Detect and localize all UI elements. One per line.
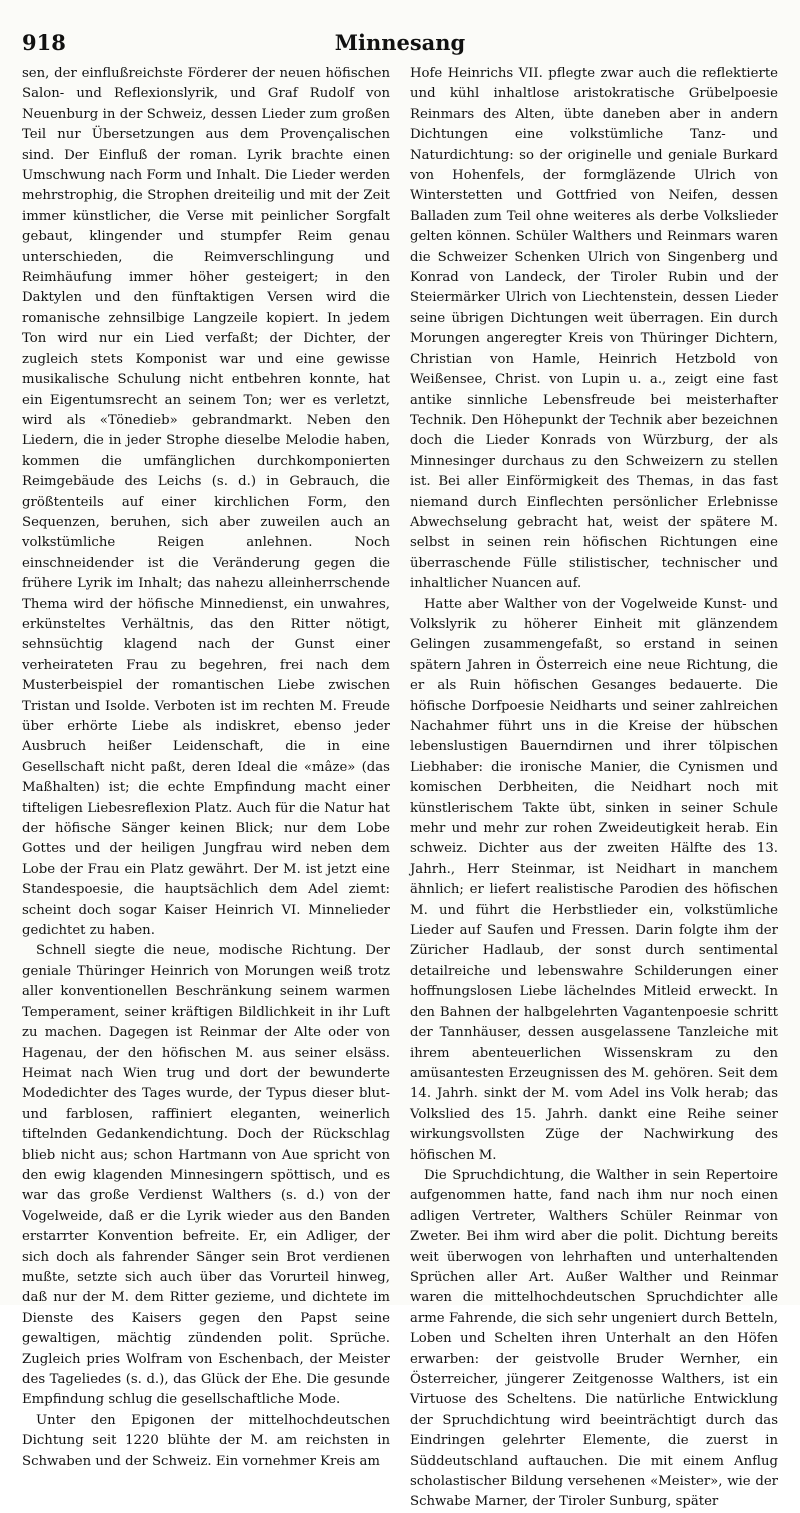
- right-column: [410, 64, 778, 1510]
- page-number: 918: [22, 30, 66, 55]
- paragraph: Schnell siegte die neue, modische Richtung. Der geniale Thüringer Heinrich von Morungen weiß trotz aller konventionellen Beschränkung seinem warmen Temperament, seiner kräftigen Bildlichkeit in ihr Luft zu machen. Dagegen ist Reinmar der Alte oder von Hagenau, der den höfischen M. aus seiner elsäss. Heimat nach Wien trug und dort der bewunderte Modedichter des Tages wurde, der Typus dieser blut- und farblosen, raffiniert eleganten, weinerlich tiftelnden Gedankendichtung. Doch der Rückschlag blieb nicht aus; schon Hartmann von Aue spricht von den ewig klagenden Minnesingern spöttisch, und es war das große Verdienst Walthers (s. d.) von der Vogelweide, daß er die Lyrik wieder aus den Banden erstarrter Konvention befreite. Er, ein Adliger, der sich doch als fahrender Sänger sein Brot verdienen mußte, setzte sich auch über das Vorurteil hinweg, daß nur der M. dem Ritter gezieme, und dichtete im Dienste des Kaisers gegen den Papst seine gewaltigen, mächtig zündenden polit. Sprüche. Zugleich pries Wolfram von Eschenbach, der Meister des Tageliedes (s. d.), das Glück der Ehe. Die gesunde Empfindung schlug die gesellschaftliche Mode.: [22, 943, 390, 1408]
- paragraph: Die Spruchdichtung, die Walther in sein Repertoire aufgenommen hatte, fand nach ihm nur noch einen adligen Vertreter, Walthers Schüler Reinmar von Zweter. Bei ihm wird aber die polit. Dichtung bereits weit überwogen von lehrhaften und unterhaltenden Sprüchen aller Art. Außer Walther und Reinmar waren die mittelhochdeutschen Spruchdichter alle arme Fahrende, die sich sehr ungeniert durch Betteln, Loben und Schelten ihren Unterhalt an den Höfen erwarben: der geistvolle Bruder Wernher, ein Österreicher, jüngerer Zeitgenosse Walthers, ist ein Virtuose des Scheltens. Die natürliche Entwicklung der Spruchdichtung wird beeinträchtigt durch das Eindringen gelehrter Elemente, die zuerst in Süddeutschland auftauchen. Die mit einem Anflug scholastischer Bildung versehenen «Meister», wie der Schwabe Marner, der Tiroler Sunburg, später: [410, 1167, 778, 1510]
- paragraph: Hatte aber Walther von der Vogelweide Kunst- und Volkslyrik zu höherer Einheit mit glänzendem Gelingen zusammengefaßt, so erstand in seinen spätern Jahren in Österreich eine neue Richtung, die er als Ruin höfischen Gesanges bedauerte. Die höfische Dorfpoesie Neidharts und seiner zahlreichen Nachahmer führt uns in die Kreise der hübschen lebenslustigen Bauerndirnen und ihrer tölpischen Liebhaber: die ironische Manier, die Cynismen und komischen Derbheiten, die Neidhart noch mit künstlerischem Takte übt, sinken in seiner Schule mehr und mehr zur rohen Zweideutigkeit herab. Ein schweiz. Dichter aus der zweiten Hälfte des 13. Jahrh., Herr Steinmar, ist Neidhart in manchem ähnlich; er liefert realistische Parodien des höfischen M. und führt die Herbstlieder ein, volkstümliche Lieder auf Saufen und Fressen. Darin folgte ihm der Züricher Hadlaub, der sonst durch sentimental detailreiche und lebenswahre Schilderungen einer hoffnungslosen Liebe lächelndes Mitleid erweckt. In den Bahnen der halbgelehrten Vagantenpoesie schritt der Tannhäuser, dessen ausgelassene Tanzleiche mit ihrem abenteuerlichen Wissenskram zu den amüsantesten Erzeugnissen des M. gehören. Seit dem 14. Jahrh. sinkt der M. vom Adel ins Volk herab; das Volkslied des 15. Jahrh. dankt eine Reihe seiner wirkungsvollsten Züge der Nachwirkung des höfischen M.: [410, 596, 778, 1163]
- paragraph: Unter den Epigonen der mittelhochdeutschen Dichtung seit 1220 blühte der M. am reichsten in Schwaben und der Schweiz. Ein vornehmer Kreis am: [22, 1412, 390, 1469]
- left-column: [22, 64, 390, 1469]
- paragraph: sen, der einflußreichste Förderer der neuen höfischen Salon- und Reflexionslyrik, und Graf Rudolf von Neuenburg in der Schweiz, dessen Lieder zum großen Teil nur Übersetzungen aus dem Provençalischen sind. Der Einfluß der roman. Lyrik brachte einen Umschwung nach Form und Inhalt. Die Lieder werden mehrstrophig, die Strophen dreiteilig und mit der Zeit immer künstlicher, die Verse mit peinlicher Sorgfalt gebaut, klingender und stumpfer Reim genau unterschieden, die Reimverschlingung und Reimhäufung immer höher gesteigert; in den Daktylen und den fünftaktigen Versen wird die romanische zehnsilbige Langzeile kopiert. In jedem Ton wird nur ein Lied verfaßt; der Dichter, der zugleich stets Komponist war und eine gewisse musikalische Schulung nicht entbehren konnte, hat ein Eigentumsrecht an seinem Ton; wer es verletzt, wird als «Tönedieb» gebrandmarkt. Neben den Liedern, die in jeder Strophe dieselbe Melodie haben, kommen die umfänglichen durchkomponierten Reimgebäude des Leichs (s. d.) in Gebrauch, die größtenteils auf einer kirchlichen Form, den Sequenzen, beruhen, sich aber zuweilen auch an volkstümliche Reigen anlehnen. Noch einschneidender ist die Veränderung gegen die frühere Lyrik im Inhalt; das nahezu alleinherrschende Thema wird der höfische Minnedienst, ein unwahres, erkünsteltes Verhältnis, das den Ritter nötigt, sehnsüchtig klagend nach der Gunst einer verheirateten Frau zu begehren, frei nach dem Musterbeispiel der romantischen Liebe zwischen Tristan und Isolde. Verboten ist im rechten M. Freude über erhörte Liebe als indiskret, ebenso jeder Ausbruch heißer Leidenschaft, die in eine Gesellschaft nicht paßt, deren Ideal die «mâze» (das Maßhalten) ist; die echte Empfindung macht einer tifteligen Liebesreflexion Platz. Auch für die Natur hat der höfische Sänger keinen Blick; nur dem Lobe Gottes und der heiligen Jungfrau wird neben dem Lobe der Frau ein Platz gewährt. Der M. ist jetzt eine Standespoesie, die hauptsächlich dem Adel ziemt: scheint doch sogar Kaiser Heinrich VI. Minnelieder gedichtet zu haben.: [22, 66, 390, 939]
- running-head: Minnesang: [334, 30, 466, 55]
- paragraph: Hofe Heinrichs VII. pflegte zwar auch die reflektierte und kühl inhaltlose aristokratische Grübelpoesie Reinmars des Alten, übte daneben aber in andern Dichtungen eine volkstümliche Tanz- und Naturdichtung: so der originelle und geniale Burkard von Hohenfels, der formgläzende Ulrich von Winterstetten und Gottfried von Neifen, dessen Balladen zum Teil ohne weiteres als derbe Volkslieder gelten können. Schüler Walthers und Reinmars waren die Schweizer Schenken Ulrich von Singenberg und Konrad von Landeck, der Tiroler Rubin und der Steiermärker Ulrich von Liechtenstein, dessen Lieder seine übrigen Dichtungen weit überragen. Ein durch Morungen angeregter Kreis von Thüringer Dichtern, Christian von Hamle, Heinrich Hetzbold von Weißensee, Christ. von Lupin u. a., zeigt eine fast antike sinnliche Lebensfreude bei meisterhafter Technik. Den Höhepunkt der Technik aber bezeichnen doch die Lieder Konrads von Würzburg, der als Minnesinger durchaus zu den Schweizern zu stellen ist. Bei aller Einförmigkeit des Themas, in das fast niemand durch Einflechten persönlicher Erlebnisse Abwechselung gebracht hat, weist der spätere M. selbst in seinen rein höfischen Richtungen eine überraschende Fülle stilistischer, technischer und inhaltlicher Nuancen auf.: [410, 66, 778, 592]
- page-header: [22, 30, 778, 60]
